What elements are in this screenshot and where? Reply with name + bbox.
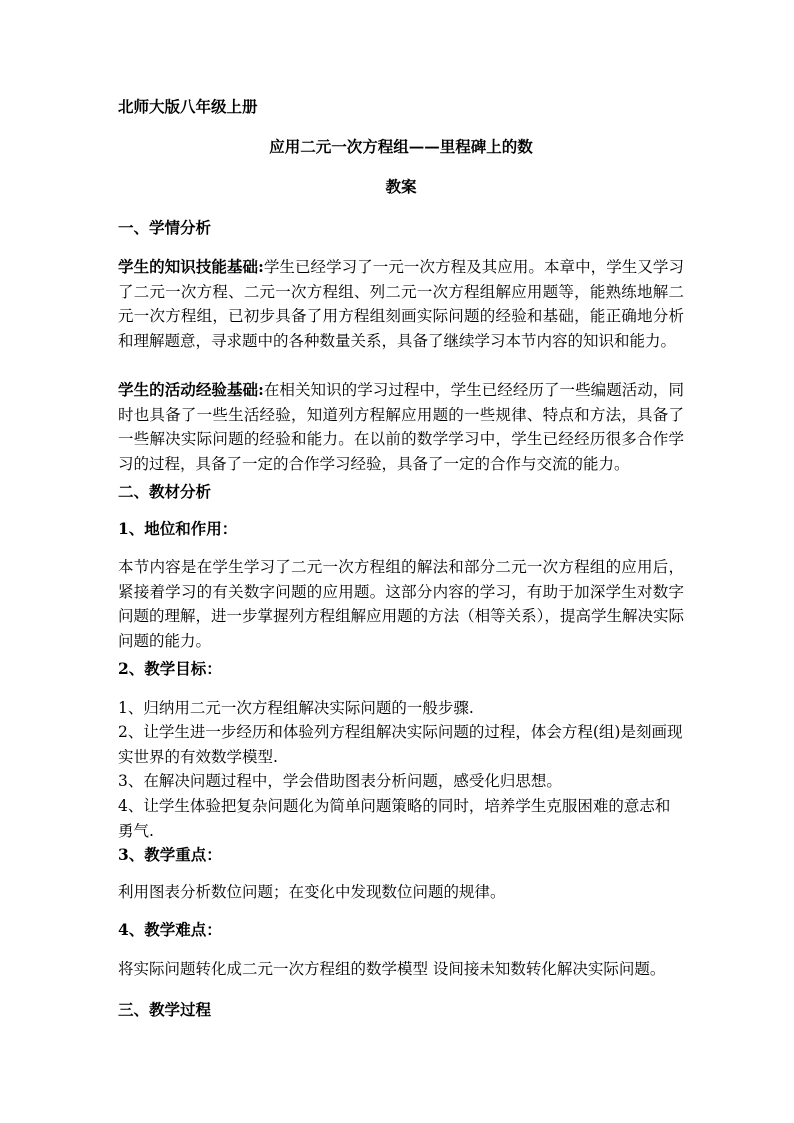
position-paragraph: 本节内容是在学生学习了二元一次方程组的解法和部分二元一次方程组的应用后，紧接着学习的有关数字问题的应用题。这部分内容的学习，有助于加深学生对数字问题的理解，进一步掌握列方程组解应用题的方法（相等关系），提高学生解决实际问题的能力。: [118, 558, 684, 650]
difficulty-text: 将实际问题转化成二元一次方程组的数学模型 设间接未知数转化解决实际问题。: [118, 960, 666, 978]
knowledge-paragraph: [118, 255, 684, 353]
lesson-title: 应用二元一次方程组——里程碑上的数: [269, 137, 533, 156]
goal-item: 1、归纳用二元一次方程组解决实际问题的一般步骤.: [118, 699, 474, 717]
keypoints-text: 利用图表分析数位问题；在变化中发现数位问题的规律。: [118, 883, 506, 901]
goal-item: 4、让学生体验把复杂问题化为简单问题策略的同时，培养学生克服困难的意志和勇气.: [118, 797, 671, 840]
knowledge-label: 学生的知识技能基础:: [118, 257, 264, 276]
lesson-subtitle: 教案: [385, 177, 417, 196]
section2-heading: 二、教材分析: [118, 482, 212, 501]
goal-item: 3、在解决问题过程中，学会借助图表分析问题，感受化归思想。: [118, 772, 562, 790]
edition-label: 北师大版八年级上册: [118, 97, 258, 116]
section3-heading: 三、教学过程: [118, 1000, 212, 1019]
goals-heading: 2、教学目标：: [118, 659, 222, 678]
activity-label: 学生的活动经验基础:: [118, 380, 264, 399]
difficulty-heading: 4、教学难点：: [118, 920, 222, 939]
position-heading: 1、地位和作用：: [118, 519, 238, 538]
section1-heading: 一、学情分析: [118, 218, 212, 237]
knowledge-text: 学生已经学习了一元一次方程及其应用。本章中，学生又学习了二元一次方程、二元一次方程组、列二元一次方程组解应用题等，能熟练地解二元一次方程组，已初步具备了用方程组刻画实际问题的经验和基础，能正确地分析和理解题意，寻求题中的各种数量关系，具备了继续学习本节内容的知识和能力。: [118, 258, 684, 350]
goal-item: 2、让学生进一步经历和体验列方程组解决实际问题的过程，体会方程(组)是刻画现实世界的有效数学模型.: [118, 723, 683, 766]
activity-text: 在相关知识的学习过程中，学生已经经历了一些编题活动，同时也具备了一些生活经验，知道列方程解应用题的一些规律、特点和方法，具备了一些解决实际问题的经验和能力。在以前的数学学习中，学生已经经历很多合作学习的过程，具备了一定的合作学习经验，具备了一定的合作与交流的能力。: [118, 381, 684, 473]
keypoints-heading: 3、教学重点：: [118, 845, 222, 864]
activity-paragraph: [118, 378, 684, 476]
